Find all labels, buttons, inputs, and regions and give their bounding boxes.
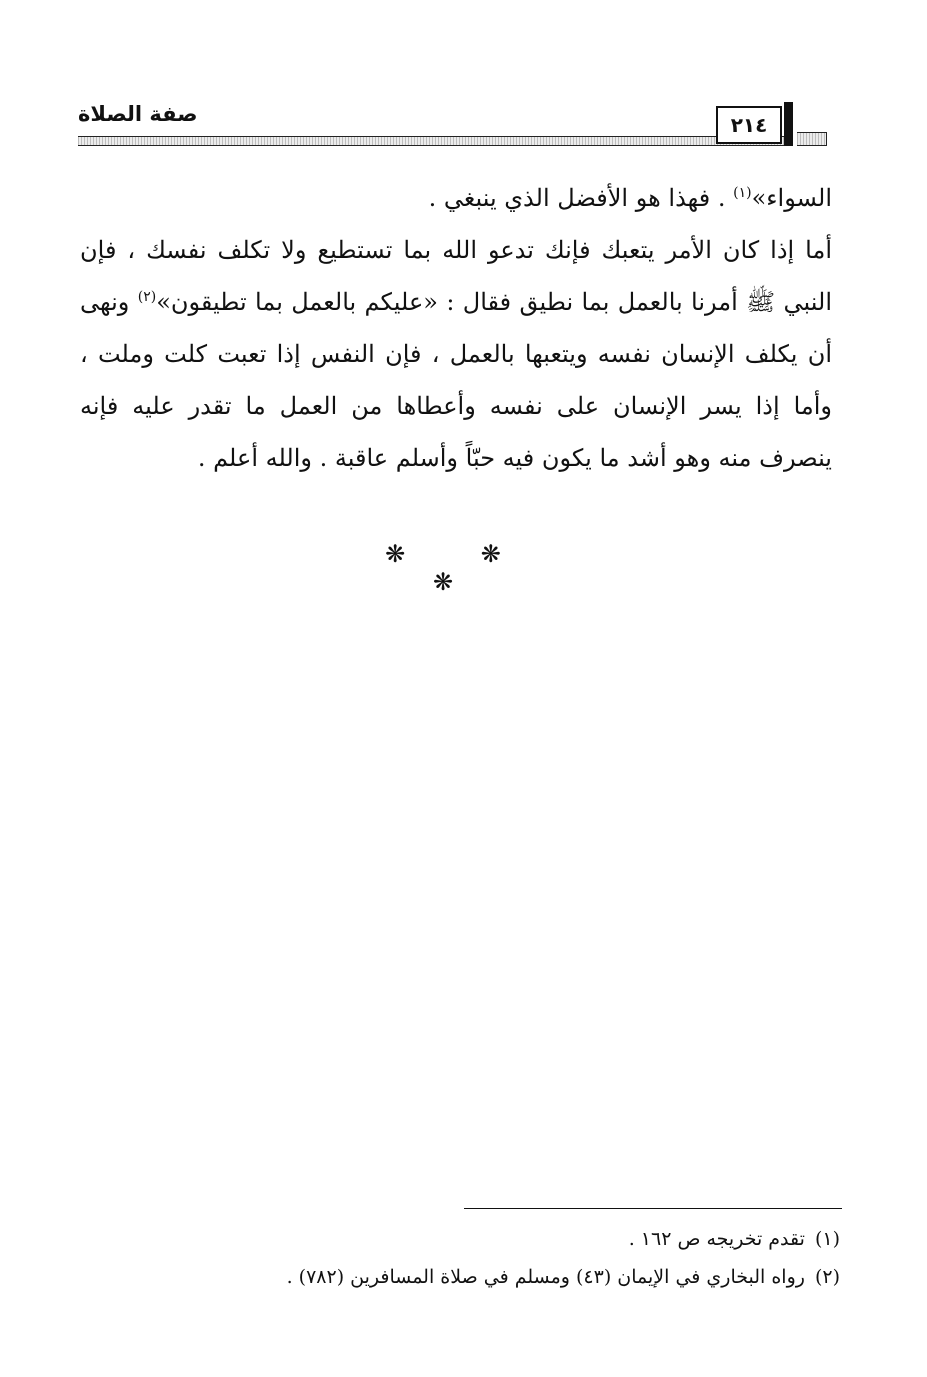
paragraph-2-part-a: أما إذا كان الأمر يتعبك فإنك تدعو الله بما تستطيع ولا تكلف نفسك ، فإن النبي ﷺ أمرنا بالعمل بما نطيق فقال : «عليكم بالعمل بما تطيقون» [80, 236, 833, 316]
footnote-number: (١) [814, 1228, 840, 1250]
footnote-1 [140, 1220, 840, 1258]
footnote-ref-1: (١) [733, 185, 752, 201]
page-number: ٢١٤ [716, 106, 782, 144]
header-bar [784, 102, 793, 146]
header-rule [78, 136, 790, 146]
footnote-number: (٢) [814, 1266, 840, 1288]
footnote-text: رواه البخاري في الإيمان (٤٣) ومسلم في صلاة المسافرين (٧٨٢) . [286, 1266, 805, 1288]
paragraph-2 [80, 224, 832, 484]
paragraph-1-rest: . فهذا هو الأفضل الذي ينبغي . [428, 184, 734, 212]
footnote-text: تقدم تخريجه ص ١٦٢ . [628, 1228, 805, 1250]
footnotes [140, 1220, 840, 1296]
paragraph-2-part-b: ونهى أن يكلف الإنسان نفسه ويتعبها بالعمل ، فإن النفس إذا تعبت كلت وملت ، وأما إذا يسر الإنسان على نفسه وأعطاها من العمل ما تقدر عليه فإنه ينصرف منه وهو أشد ما يكون فيه حبّاً وأسلم عاقبة . والله أعلم . [80, 288, 832, 472]
header-rule-tail [797, 132, 827, 146]
book-title: صفة الصلاة [78, 102, 198, 126]
paragraph-1 [80, 172, 832, 224]
footnote-ref-2: (٢) [137, 289, 157, 305]
paragraph-1-quote: السواء» [751, 184, 832, 212]
footnote-divider [464, 1208, 842, 1209]
main-text [80, 172, 832, 484]
section-separator: ❋ ❋ ❋ [385, 540, 535, 596]
footnote-2 [140, 1258, 840, 1296]
page-header [78, 102, 826, 148]
